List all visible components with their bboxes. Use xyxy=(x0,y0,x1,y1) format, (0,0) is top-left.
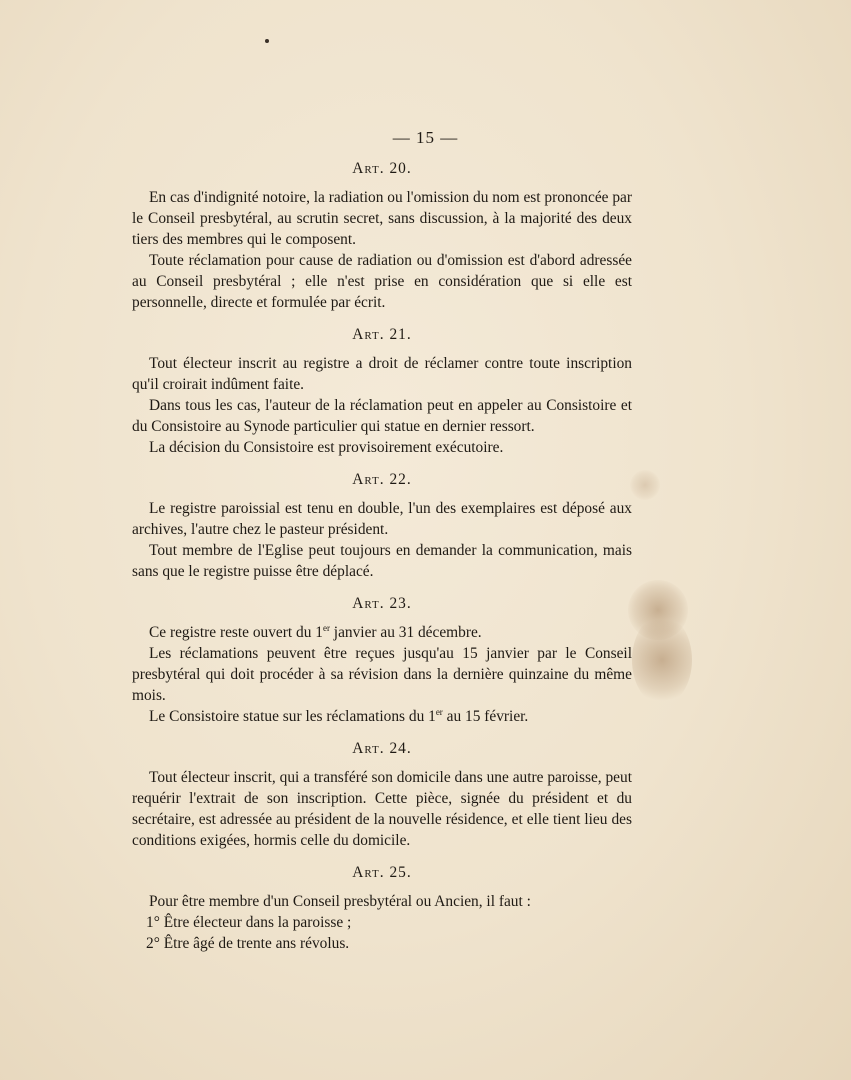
article-heading: Art. 21. xyxy=(352,326,412,343)
article-23 xyxy=(132,593,632,727)
ink-speck xyxy=(265,39,269,43)
article-25 xyxy=(132,862,632,954)
paragraph: Ce registre reste ouvert du 1er janvier au 31 décembre. xyxy=(149,622,482,641)
paragraph: Tout membre de l'Eglise peut toujours en demander la communication, mais sans que le registre puisse être déplacé. xyxy=(132,542,632,580)
article-21 xyxy=(132,324,632,458)
paragraph: Dans tous les cas, l'auteur de la réclamation peut en appeler au Consistoire et du Consistoire au Synode particulier qui statue en dernier ressort. xyxy=(132,397,632,435)
paragraph: Le registre paroissial est tenu en double, l'un des exemplaires est déposé aux archives, l'autre chez le pasteur président. xyxy=(132,500,632,538)
article-heading: Art. 25. xyxy=(352,864,412,881)
paragraph: En cas d'indignité notoire, la radiation ou l'omission du nom est prononcée par le Conseil presbytéral, au scrutin secret, sans discussion, à la majorité des deux tiers des membres qui le composent. xyxy=(132,189,632,248)
article-heading: Art. 20. xyxy=(352,160,412,177)
paragraph: Toute réclamation pour cause de radiation ou d'omission est d'abord adressée au Conseil presbytéral ; elle n'est prise en considération que si elle est personnelle, directe et formulée par écrit. xyxy=(132,252,632,311)
ordinal-suffix: er xyxy=(435,706,443,717)
article-heading: Art. 23. xyxy=(352,595,412,612)
ordinal-suffix: er xyxy=(322,622,330,633)
article-20 xyxy=(132,158,632,313)
paragraph: Tout électeur inscrit au registre a droit de réclamer contre toute inscription qu'il croirait indûment faite. xyxy=(132,355,632,393)
article-heading: Art. 24. xyxy=(352,740,412,757)
list-item: 2° Être âgé de trente ans révolus. xyxy=(146,935,350,952)
page-number: — 15 — xyxy=(392,128,459,147)
paper-stain xyxy=(632,615,692,705)
article-heading: Art. 22. xyxy=(352,471,412,488)
paragraph: Le Consistoire statue sur les réclamations du 1er au 15 février. xyxy=(149,706,529,725)
document-body xyxy=(132,158,632,965)
article-24 xyxy=(132,738,632,851)
paragraph: Les réclamations peuvent être reçues jusqu'au 15 janvier par le Conseil presbytéral qui doit procéder à sa révision dans la dernière quinzaine du même mois. xyxy=(132,645,632,704)
paragraph: Pour être membre d'un Conseil presbytéral ou Ancien, il faut : xyxy=(149,893,531,910)
paper-stain xyxy=(630,470,660,500)
list-item: 1° Être électeur dans la paroisse ; xyxy=(146,914,352,931)
paragraph: Tout électeur inscrit, qui a transféré son domicile dans une autre paroisse, peut requérir l'extrait de son inscription. Cette pièce, signée du président et du secrétaire, est adressée au président de la nouvelle résidence, et elle tient lieu des conditions exigées, hormis celle du domicile. xyxy=(132,769,632,849)
article-22 xyxy=(132,469,632,582)
paragraph: La décision du Consistoire est provisoirement exécutoire. xyxy=(149,439,504,456)
